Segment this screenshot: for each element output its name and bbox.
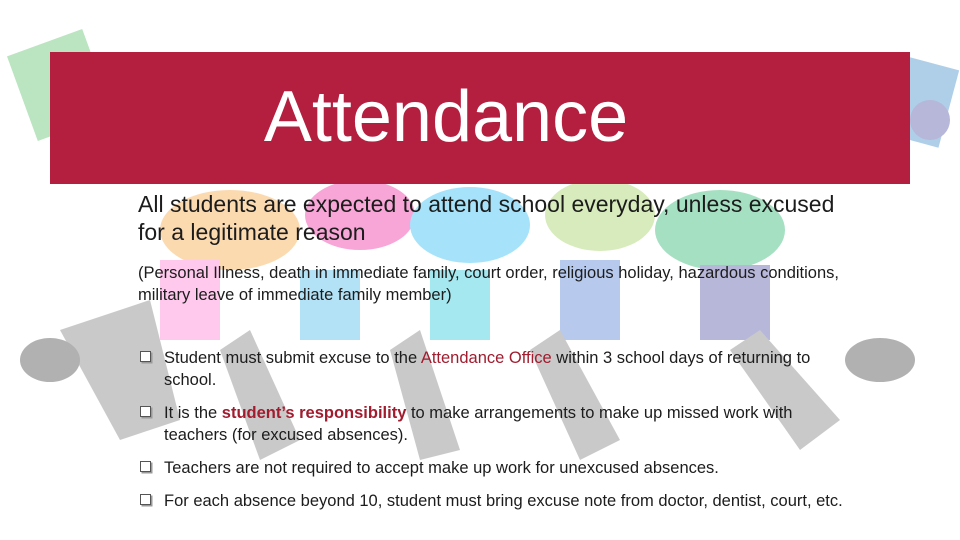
list-item	[138, 457, 858, 479]
square-bullet-icon	[140, 461, 151, 472]
list-item	[138, 490, 858, 512]
headline-text: All students are expected to attend school everyday, unless excused for a legitimate reason	[138, 191, 835, 245]
bullet-highlight: Attendance Office	[420, 349, 552, 367]
list-item	[138, 347, 858, 391]
bullet-text: Teachers are not required to accept make up work for unexcused absences.	[164, 459, 719, 477]
bullet-text: Student must submit excuse to the	[164, 349, 421, 367]
list-item	[138, 402, 858, 446]
bullet-text-end: to make arrangements to make up missed work with teachers (for excused absences).	[164, 404, 793, 444]
bullet-text-end: within 3 school days of returning to school.	[164, 349, 811, 389]
excused-reasons-text: (Personal Illness, death in immediate family, court order, religious holiday, hazardous conditions, military leave of immediate family member)	[138, 264, 839, 304]
slide-title: Attendance	[263, 77, 629, 157]
bullet-highlight: student’s responsibility	[221, 404, 407, 422]
bullet-text: For each absence beyond 10, student must bring excuse note from doctor, dentist, court, etc.	[164, 492, 843, 510]
square-bullet-icon	[140, 351, 151, 362]
bullet-list	[138, 347, 858, 512]
square-bullet-icon	[140, 494, 151, 505]
bullet-text: It is the	[164, 404, 222, 422]
square-bullet-icon	[140, 406, 151, 417]
slide-content	[138, 190, 858, 306]
title-banner	[50, 52, 910, 184]
